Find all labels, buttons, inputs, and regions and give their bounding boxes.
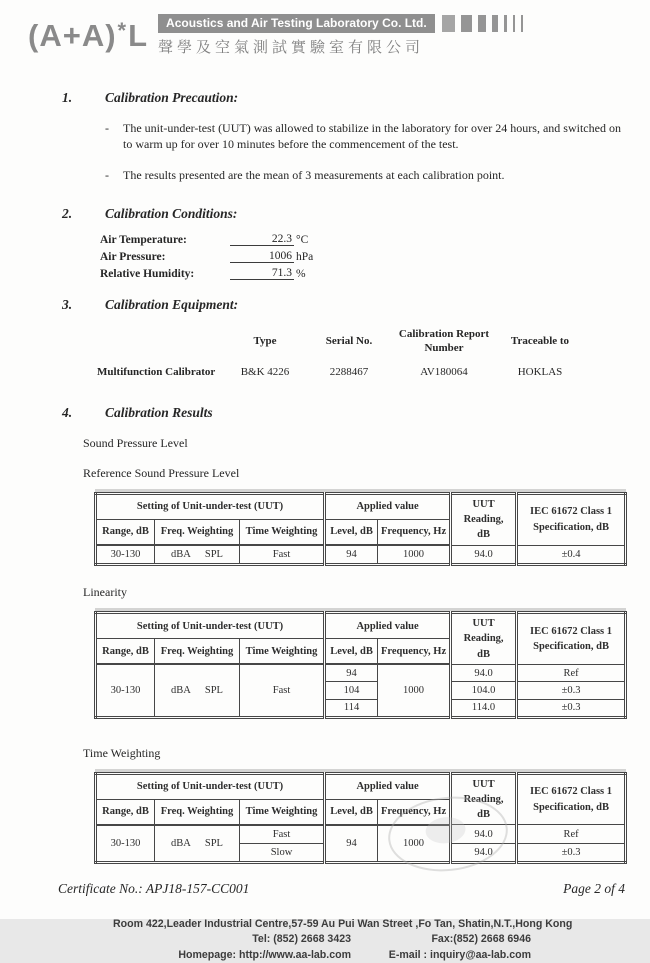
uut-reading-cell: 94.0 [451,825,517,844]
header-setting-group: Setting of Unit-under-test (UUT) [96,773,325,799]
bullet-dash: - [105,167,109,182]
header-level: Level, dB [325,639,378,665]
condition-row [100,250,625,263]
lab-name-english: Acoustics and Air Testing Laboratory Co. Ltd. [158,14,435,33]
bullet-dash: - [105,121,109,135]
certificate-footer-line [58,881,625,897]
equipment-header-row [97,328,625,354]
table-row [96,825,626,844]
header-time-weighting: Time Weighting [240,799,325,825]
section-title: Calibration Precaution: [105,90,239,105]
header-frequency: Frequency, Hz [378,799,451,825]
freq-weighting-value: dBA [171,837,191,849]
uut-reading-cell: 104.0 [451,682,517,699]
subtitle-linearity: Linearity [83,585,127,600]
reference-spl-table [94,492,627,566]
header-iec-line2: Specification, dB [533,521,609,533]
spec-cell: Ref [517,825,626,844]
spec-cell: ±0.3 [517,682,626,699]
time-weighting-cell: Slow [240,843,325,862]
header-frequency: Frequency, Hz [378,639,451,665]
lab-tel: Tel: (852) 2668 3423 [252,933,351,946]
logo-text-left: (A+A) [28,18,117,53]
frequency-cell: 1000 [378,545,451,565]
header-iec-spec [517,613,626,665]
lab-homepage: Homepage: http://www.aa-lab.com [178,948,351,961]
freq-weighting-value: dBA [171,684,191,696]
level-cell: 104 [325,682,378,699]
condition-unit: hPa [296,251,314,264]
header-setting-group: Setting of Unit-under-test (UUT) [96,493,325,519]
header-iec-spec [517,493,626,545]
detector-value: SPL [204,684,223,696]
header-uut-line1: UUT Reading, [463,778,504,805]
lab-fax: Fax:(852) 2668 6946 [431,933,531,946]
header-applied-group: Applied value [325,613,451,639]
header-uut-reading [451,493,517,545]
header-uut-line2: dB [477,529,490,541]
range-cell: 30-130 [96,664,155,717]
detector-value: SPL [204,837,223,849]
lab-name-block [158,14,529,57]
header-time-weighting: Time Weighting [240,639,325,665]
condition-row [100,233,625,246]
spec-cell: ±0.3 [517,699,626,717]
frequency-cell: 1000 [378,664,451,717]
table-row [96,664,626,682]
level-cell: 94 [325,545,378,565]
freq-weighting-cell [155,825,240,863]
header-uut-line1: UUT Reading, [463,618,504,645]
freq-weighting-cell [155,664,240,717]
condition-value: 1006 [230,250,294,263]
bullet-text: The unit-under-test (UUT) was allowed to stabilize in the laboratory for over 24 hours, and switched on to warm up for over 10 minutes before the commencement of the test. [123,121,621,151]
equipment-name: Multifunction Calibrator [97,365,216,378]
header-range: Range, dB [96,799,155,825]
uut-reading-cell: 114.0 [451,699,517,717]
header-range: Range, dB [96,520,155,546]
section-2-heading [62,206,625,222]
precaution-bullet-2 [105,168,625,184]
lab-address: Room 422,Leader Industrial Centre,57-59 Au Pui Wan Street ,Fo Tan, Shatin,N.T.,Hong Kong [113,918,573,931]
section-1-heading [62,90,625,106]
header-time-weighting: Time Weighting [240,520,325,546]
section-4-heading [62,405,625,421]
banner-bars-icon [442,15,529,32]
linearity-table [94,611,627,719]
spec-cell: ±0.3 [517,843,626,862]
header-iec-spec [517,773,626,825]
section-number: 2. [62,206,73,222]
header-setting-group: Setting of Unit-under-test (UUT) [96,613,325,639]
header-range: Range, dB [96,639,155,665]
spec-cell: Ref [517,664,626,682]
logo-star: * [117,18,128,43]
table-row [96,545,626,565]
freq-weighting-cell [155,545,240,565]
section-number: 4. [62,404,73,420]
precaution-bullet-1 [105,121,625,153]
header-iec-line2: Specification, dB [533,640,609,652]
lab-contact-block [113,917,573,963]
header-level: Level, dB [325,520,378,546]
equipment-table [97,328,625,377]
uut-reading-cell: 94.0 [451,664,517,682]
section-title: Calibration Results [105,404,213,420]
condition-value: 22.3 [230,233,294,246]
lab-email: E-mail : inquiry@aa-lab.com [388,948,531,961]
section-number: 1. [62,90,73,105]
header-uut-line2: dB [477,809,490,821]
range-cell: 30-130 [96,545,155,565]
range-cell: 30-130 [96,825,155,863]
condition-unit: °C [296,234,309,247]
header-iec-line1: IEC 61672 Class 1 [530,506,613,518]
header-uut-line1: UUT Reading, [463,498,504,526]
header-applied-group: Applied value [325,773,451,799]
conditions-list [100,233,625,280]
subtitle-sound-pressure-level: Sound Pressure Level [83,435,188,450]
condition-label: Air Temperature: [100,234,187,247]
condition-label: Relative Humidity: [100,268,195,281]
page-number: Page 2 of 4 [563,881,625,897]
lab-name-chinese: 聲學及空氣測試實驗室有限公司 [158,39,425,56]
header-uut-reading [451,613,517,665]
equipment-report: AV180064 [420,365,468,378]
condition-label: Air Pressure: [100,251,166,264]
certificate-number: Certificate No.: APJ18-157-CC001 [58,881,250,897]
lab-logo [28,14,148,51]
header-freq-weighting: Freq. Weighting [155,799,240,825]
condition-unit: % [296,268,306,281]
level-cell: 94 [325,664,378,682]
equipment-traceable: HOKLAS [517,365,563,378]
header-uut-line2: dB [477,648,490,660]
freq-weighting-value: dBA [171,549,191,561]
equipment-header-traceable: Traceable to [510,335,570,348]
header-iec-line2: Specification, dB [533,801,609,813]
detector-value: SPL [204,549,223,561]
bullet-text: The results presented are the mean of 3 measurements at each calibration point. [123,167,505,182]
uut-reading-cell: 94.0 [451,545,517,565]
frequency-cell: 1000 [378,825,451,863]
time-weighting-table [94,772,627,864]
section-title: Calibration Equipment: [105,297,239,313]
section-number: 3. [62,297,73,313]
equipment-header-report: Calibration Report Number [398,328,490,354]
header-applied-group: Applied value [325,493,451,519]
header-freq-weighting: Freq. Weighting [155,639,240,665]
section-3-heading [62,297,625,313]
level-cell: 94 [325,825,378,863]
level-cell: 114 [325,699,378,717]
subtitle-reference-spl: Reference Sound Pressure Level [83,465,240,480]
equipment-serial: 2288467 [329,365,369,378]
header-frequency: Frequency, Hz [378,520,451,546]
time-weighting-cell: Fast [240,825,325,844]
condition-value: 71.3 [230,267,294,280]
equipment-type: B&K 4226 [240,365,290,378]
equipment-header-type: Type [253,335,277,348]
uut-reading-cell: 94.0 [451,843,517,862]
logo-text-right: L [128,18,149,53]
time-weighting-cell: Fast [240,545,325,565]
equipment-data-row [97,366,625,378]
time-weighting-cell: Fast [240,664,325,717]
spec-cell: ±0.4 [517,545,626,565]
header-level: Level, dB [325,799,378,825]
lab-header [0,0,650,57]
equipment-header-serial: Serial No. [325,335,373,348]
header-iec-line1: IEC 61672 Class 1 [530,786,613,798]
header-iec-line1: IEC 61672 Class 1 [530,625,613,637]
subtitle-time-weighting: Time Weighting [83,745,161,760]
header-freq-weighting: Freq. Weighting [155,520,240,546]
section-title: Calibration Conditions: [105,206,238,222]
condition-row [100,267,625,280]
